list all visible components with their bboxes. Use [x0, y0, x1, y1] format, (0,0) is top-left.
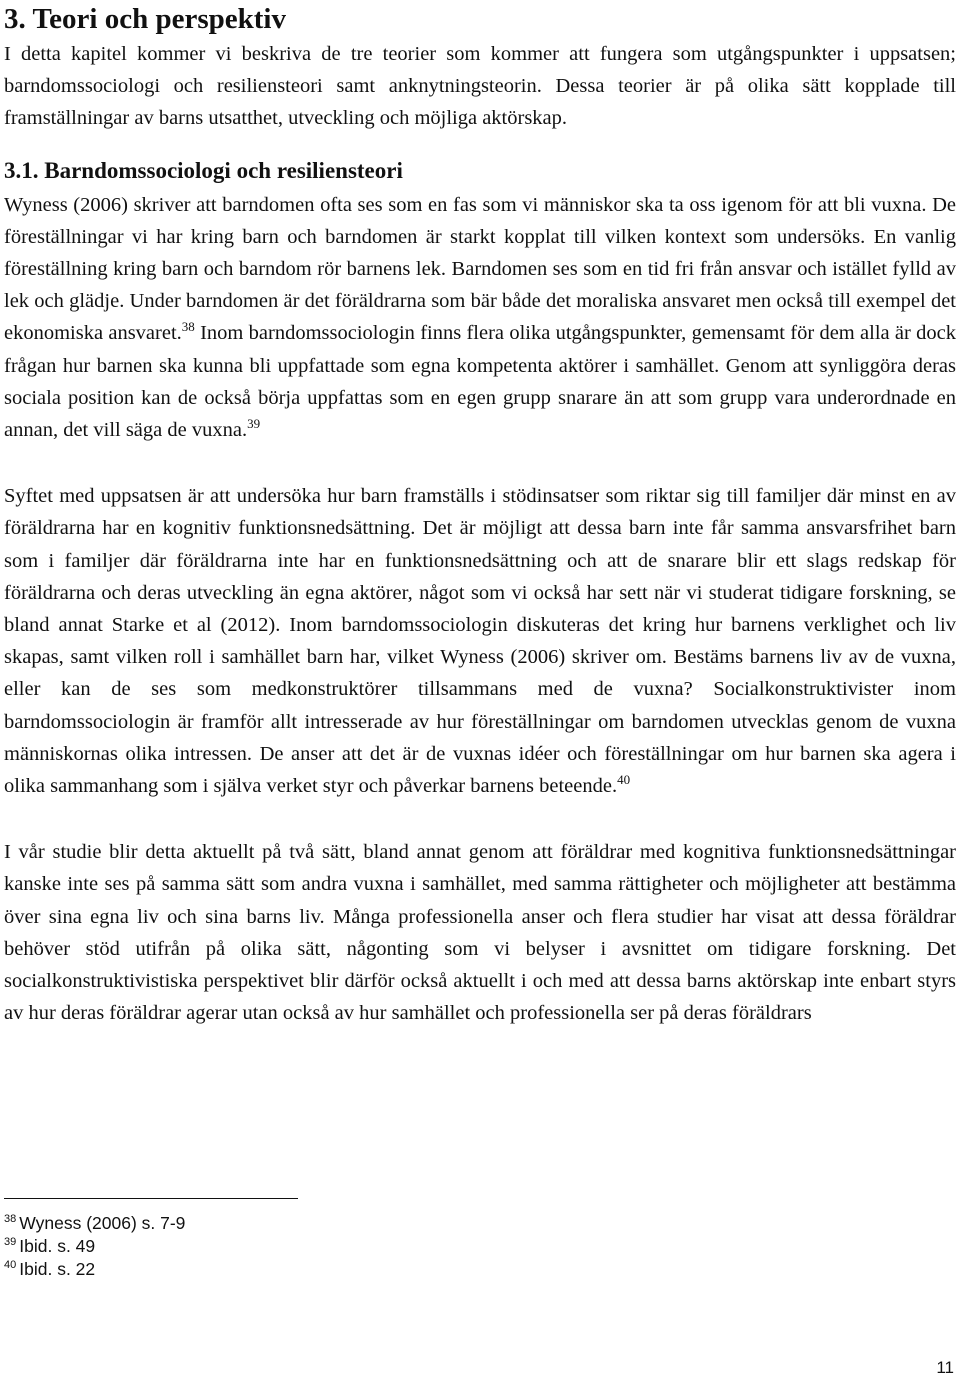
footnote-ref-40[interactable]: 40: [617, 772, 631, 788]
paragraph-1: [4, 189, 956, 447]
chapter-intro-paragraph: I detta kapitel kommer vi beskriva de tre teorier som kommer att fungera som utgångspunkter i uppsatsen; barndomssociologi och resiliensteori samt anknytningsteorin. Dessa teorier är på olika sätt kopplade till framställningar av barns utsatthet, utveckling och möjliga aktörskap.: [4, 43, 956, 130]
footnote-number: 38: [4, 1213, 17, 1225]
paragraph-2-text: Syftet med uppsatsen är att undersöka hur barn framställs i stödinsatser som riktar sig till familjer där minst en av föräldrarna har en kognitiv funktionsnedsättning. Det är möjligt att dessa barn inte får samma ansvarsfrihet barn som i familjer där föräldrarna inte har en funktionsnedsättning och att de snarare blir ett slags redskap för föräldrarna och deras utveckling än egna aktörer, något som vi också har sett när vi studerat tidigare forskning, se bland annat Starke et al (2012). Inom barndomssociologin diskuteras det kring hur barnens verklighet och liv skapas, samt vilken roll i samhället barn har, vilket Wyness (2006) skriver om. Bestäms barnens liv av de vuxna, eller kan de ses som medkonstruktörer tillsammans med de vuxna? Socialkonstruktivister inom barndomssociologin är framför allt intresserade av hur föreställningar om barndomen utvecklas genom de vuxna människornas olika intressen. De anser att det är de vuxnas idéer och föreställningar om hur barnen ska agera i olika sammanhang som i själva verket styr och påverkar barnens beteende.: [4, 485, 956, 798]
footnote-39: [4, 1235, 185, 1258]
footnote-40: [4, 1258, 185, 1281]
paragraph-1-text-b: Inom barndomssociologin finns flera olika utgångspunkter, gemensamt för dem alla är dock frågan hur barnen ska kunna bli uppfattade som egna kompetenta aktörer i samhället. Genom att synliggöra deras sociala position kan de också börja uppfattas som en egen grupp snarare än att som grupp vara underordnade en annan, det vill säga de vuxna.: [4, 322, 956, 442]
footnote-text: Ibid. s. 49: [19, 1236, 96, 1256]
footnote-ref-39[interactable]: 39: [247, 416, 261, 432]
footnotes: [4, 1212, 185, 1281]
footnote-number: 39: [4, 1236, 17, 1248]
footnote-text: Wyness (2006) s. 7-9: [19, 1213, 186, 1233]
footnote-ref-38[interactable]: 38: [181, 319, 195, 335]
paragraph-3: I vår studie blir detta aktuellt på två sätt, bland annat genom att föräldrar med kognitiva funktionsnedsättningar kanske inte ses på samma sätt som andra vuxna i samhället, med samma rättigheter och möjligheter att bestämma över sina egna liv och sina barns liv. Många professionella anser och flera studier har visat att dessa föräldrar behöver stöd utifrån på olika sätt, någonting som vi belyser i avsnittet om tidigare forskning. Det socialkonstruktivistiska perspektivet blir därför också aktuellt i och med att dessa barns aktörskap inte enbart styrs av hur deras föräldrar agerar utan också av hur samhället och professionella ser på deras föräldrars: [4, 841, 956, 1025]
footnote-number: 40: [4, 1259, 17, 1271]
chapter-heading: 3. Teori och perspektiv: [4, 3, 286, 35]
paragraph-1-text-a: Wyness (2006) skriver att barndomen ofta ses som en fas som vi människor ska ta oss igenom för att bli vuxna. De föreställningar vi har kring barn och barndomen är starkt kopplat till vilken kontext som undersöks. En vanlig föreställning kring barn och barndom rör barnens lek. Barndomen ses som en tid fri från ansvar och istället fylld av lek och glädje. Under barndomen är det föräldrarna som bär både det moraliska ansvaret men också till exempel det ekonomiska ansvaret.: [4, 193, 956, 345]
section-heading: 3.1. Barndomssociologi och resiliensteori: [4, 157, 403, 183]
paragraph-2: [4, 480, 956, 802]
footnote-separator: [4, 1198, 298, 1199]
footnote-38: [4, 1212, 185, 1235]
footnote-text: Ibid. s. 22: [19, 1259, 96, 1279]
page-number: 11: [936, 1358, 954, 1377]
document-page: [4, 0, 956, 1029]
